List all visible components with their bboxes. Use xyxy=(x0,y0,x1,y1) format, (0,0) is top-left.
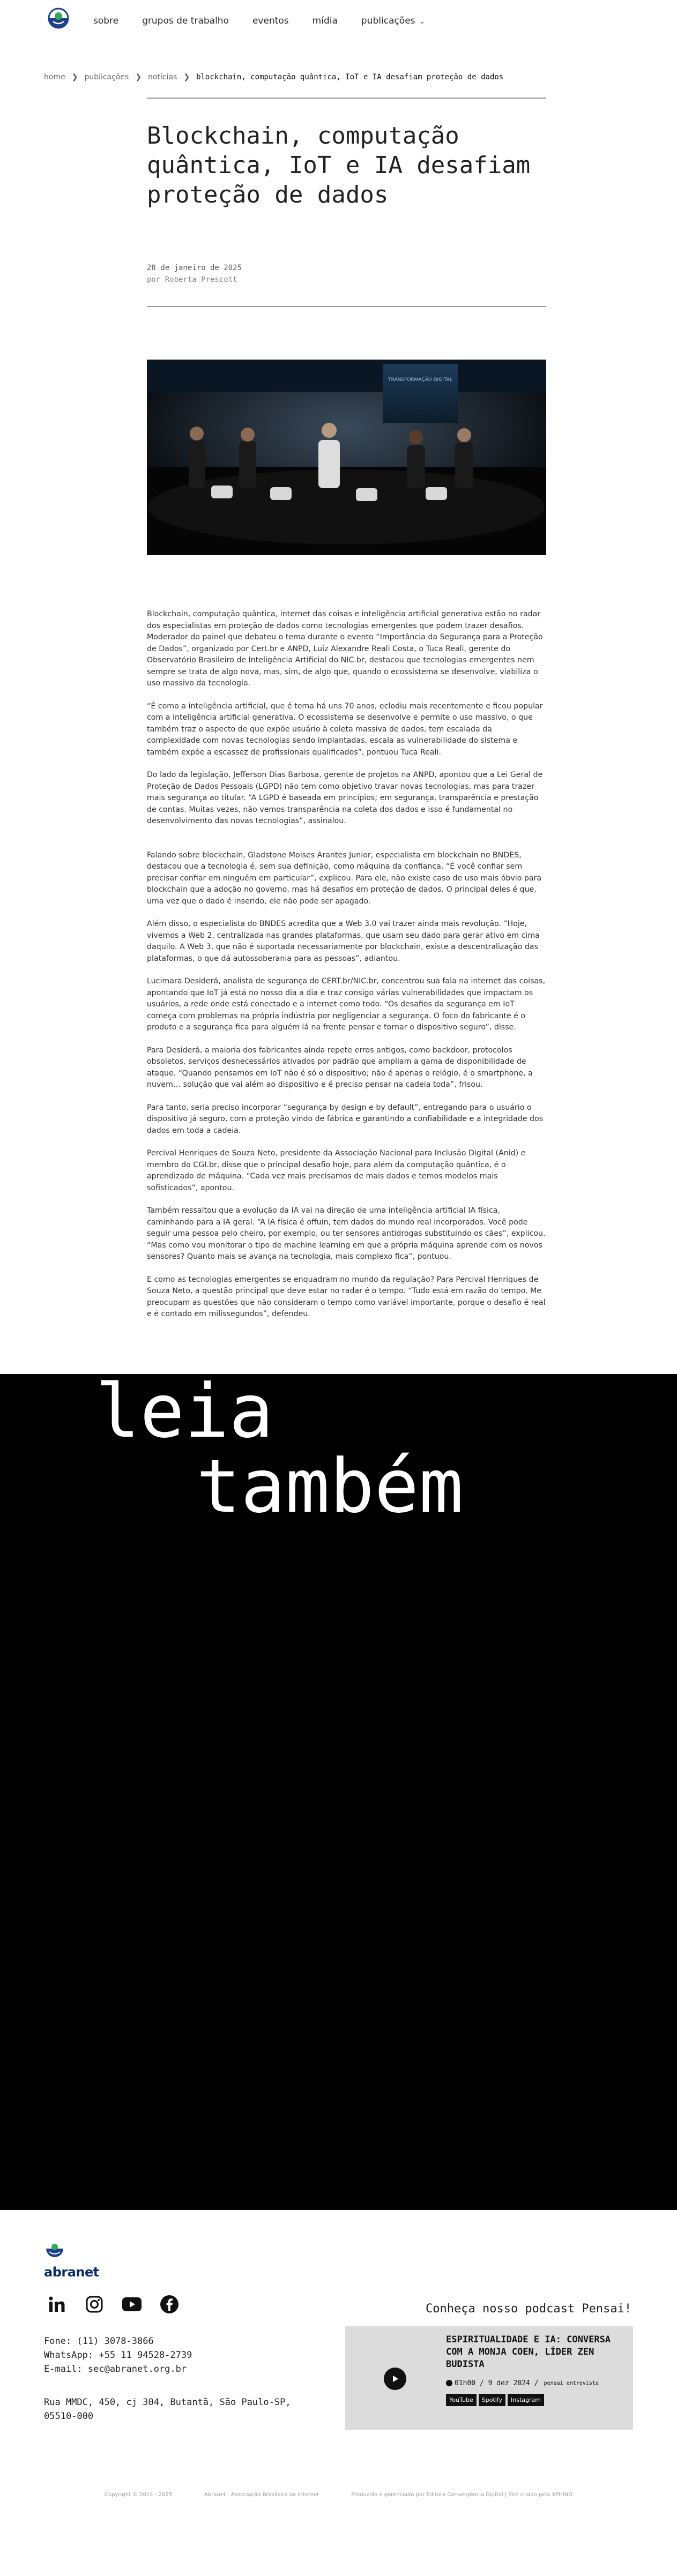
divider xyxy=(147,98,546,99)
abranet-logo-icon[interactable] xyxy=(44,6,73,35)
article-author: por Roberta Prescott xyxy=(147,275,237,284)
nav-item-midia[interactable]: mídia xyxy=(312,16,338,26)
article-paragraph: Do lado da legislação, Jefferson Dias Barbosa, gerente de projetos na ANPD, apontou que a Lei Geral de Proteção de Dados Pessoais (LGPD) não tem como objetivo travar novas tecnologias, mas para trazer mais segurança ao titular. “A LGPD é baseada em princípios; em segurança, transparência e prestação de contas. Muitas vezes, não vemos transparência na coleta dos dados e isso é fundamental no desenvolvimento das novas tecnologias”, assinalou. xyxy=(147,771,543,825)
panel-photo-illustration xyxy=(147,360,546,555)
article-body xyxy=(147,609,546,1320)
chevron-right-icon: ❯ xyxy=(135,73,142,81)
podcast-platforms xyxy=(446,2394,544,2406)
article-paragraph: Além disso, o especialista do BNDES acredita que a Web 3.0 vai trazer ainda mais revolução. “Hoje, vivemos a Web 2, centralizada nas grandes plataformas, que usam seu dado para gerar ativo em cima daquilo. A Web 3, que não é suportada necessariamente por blockchain, existe a descentralização das plataformas, o que dá autossoberania para as pessoas”, adiantou. xyxy=(147,920,540,963)
podcast-episode-title: ESPIRITUALIDADE E IA: CONVERSA COM A MONJA COEN, LÍDER ZEN BUDISTA xyxy=(446,2334,611,2370)
platform-youtube-button[interactable]: YouTube xyxy=(446,2394,477,2406)
article-photo xyxy=(147,360,546,555)
related-section xyxy=(0,1368,677,2210)
main-nav xyxy=(93,16,425,26)
facebook-icon[interactable] xyxy=(159,2294,180,2315)
breadcrumb-publicacoes[interactable]: publicações xyxy=(84,73,129,81)
nav-item-publicacoes-label: publicações xyxy=(361,16,415,26)
article-paragraph: Para Desiderá, a maioria dos fabricantes ainda repete erros antigos, como backdoor, protocolos obsoletos, serviços desnecessários ativados por padrão que ampliam a gama de disponibilidade de ataque. “Quando pensamos em IoT não é só o dispositivo; não é apenas o relógio, é o smartphone, a nuvem… solução que vai além ao dispositivo e é preciso pensar na cadeia toda”, frisou. xyxy=(147,1046,533,1089)
chevron-right-icon: ❯ xyxy=(183,73,190,81)
contact-info xyxy=(44,2334,291,2423)
youtube-icon[interactable] xyxy=(121,2294,143,2315)
credit-association: Abranet - Associação Brasileira de Internet xyxy=(204,2491,319,2498)
nav-item-eventos[interactable]: eventos xyxy=(252,16,289,26)
podcast-meta xyxy=(446,2379,599,2387)
footer-logo[interactable] xyxy=(44,2242,99,2280)
divider xyxy=(147,306,546,307)
related-heading-line1: leia xyxy=(95,1368,274,1454)
abranet-logo-icon xyxy=(44,2242,65,2260)
article-paragraph: Falando sobre blockchain, Gladstone Moises Arantes Junior, especialista em blockchain no BNDES, destacou que a tecnologia é, sem sua definição, como máquina da confiança. “É você confiar sem precisar confiar em ninguém em particular”, explicou. Para ele, não existe caso de uso mais óbvio para blockchain que a adoção no governo, mas há desafios em proteção de dados. O principal deles é que, uma vez que o dado é inserido, ele não pode ser apagado. xyxy=(147,850,542,906)
contact-address xyxy=(44,2395,291,2423)
contact-phone: Fone: (11) 3078-3866 xyxy=(44,2335,154,2347)
breadcrumb-noticias[interactable]: notícias xyxy=(148,73,177,81)
contact-address-line1: Rua MMDC, 450, cj 304, Butantã, São Paulo-SP, xyxy=(44,2396,291,2408)
article-paragraph: Também ressaltou que a evolução da IA vai na direção de uma inteligência artificial IA física, caminhando para a IA geral. “A IA física é offuin, tem dados do mundo real incorporados. Você pode seguir uma pessoa pelo cheiro, por exemplo, ou ter sensores antidrogas substituindo os cães”, explicou. “Mas como vou monitorar o tipo de machine learning em que a própria máquina aprende com os novos sensores? Quanto mais se avança na tecnologia, mais complexo fica”, pontuou. xyxy=(147,1206,546,1261)
breadcrumb xyxy=(0,73,677,81)
play-icon xyxy=(391,2375,399,2383)
chevron-down-icon: ⌄ xyxy=(419,18,425,25)
podcast-heading: Conheça nosso podcast Pensai! xyxy=(426,2302,632,2316)
page-title: Blockchain, computação quântica, IoT e IA desafiam proteção de dados xyxy=(147,122,531,208)
footer-credits xyxy=(0,2492,677,2498)
article-date: 28 de janeiro de 2025 xyxy=(147,264,242,272)
article-meta xyxy=(147,262,677,286)
contact-address-line2: 05510-000 xyxy=(44,2410,94,2422)
clock-icon xyxy=(446,2380,452,2386)
podcast-show-name: pensai entrevista xyxy=(544,2380,599,2386)
footer-logo-text: abranet xyxy=(44,2264,99,2280)
article-paragraph: “É como a inteligência artificial, que é tema há uns 70 anos, eclodiu mais recentemente e ficou popular com a inteligência artificial generativa. O ecossistema se desenvolve e permite o uso massivo, o que também traz o aspecto de que expõe usuário à coleta massiva de dados, tem escalada da complexidade com novas tecnologias sendo implantadas, escala as vulnerabilidade do sistema e também expõe a escassez de profissionais qualificados”, pontuou Tuca Reali. xyxy=(147,701,543,757)
instagram-icon[interactable] xyxy=(84,2294,105,2315)
social-links xyxy=(46,2294,180,2315)
play-button[interactable] xyxy=(384,2368,406,2390)
article-paragraph: Blockchain, computação quântica, internet das coisas e inteligência artificial generativa estão no radar dos especialistas em proteção de dados como tecnologias emergentes que podem trazer desafios. Moderador do painel que debateu o tema durante o evento “Importância da Segurança para a Proteção de Dados”, organizado por Cert.br e ANPD, Luiz Alexandre Reali Costa, o Tuca Reali, gerente do Observatório Brasileiro de Inteligência Artificial do NIC.br, destacou que tecnologias emergentes nem sempre se trata de algo nova, mas, sim, de algo que, quando o ecossistema se desenvolve, viabiliza o uso massivo da tecnologia. xyxy=(147,610,543,688)
site-header xyxy=(0,0,677,42)
photo-screen-text: TRANSFORMAÇÃO DIGITAL xyxy=(388,377,452,383)
nav-item-sobre[interactable]: sobre xyxy=(93,16,119,26)
linkedin-icon[interactable] xyxy=(46,2294,68,2315)
article-paragraph: Para tanto, seria preciso incorporar “segurança by design e by default”, entregando para o usuário o dispositivo já seguro, com a proteção vindo de fábrica e garantindo a confiabilidade e a integridade dos dados em toda a cadeia. xyxy=(147,1103,544,1135)
nav-item-grupos[interactable]: grupos de trabalho xyxy=(142,16,229,26)
article-paragraph: Percival Henriques de Souza Neto, presidente da Associação Nacional para Inclusão Digital (Anid) e membro do CGI.br, disse que o principal desafio hoje, para além da computação quântica, é o aprendizado de máquina. “Cada vez mais precisamos de mais dados e temos modelos mais sofisticados”, apontou. xyxy=(147,1149,526,1192)
article-paragraph: Lucimara Desiderá, analista de segurança do CERT.br/NIC.br, concentrou sua fala na internet das coisas, apontando que IoT já está no nosso dia a dia e traz consigo várias vulnerabilidades que impactam os usuários, a rede onde está conectado e a internet como todo. “Os desafios da segurança em IoT começa com problemas na própria indústria por negligenciar a segurança. O foco do fabricante é o produto e a segurança fica para alguém lá na frente pensar e tornar o dispositivo seguro”, disse. xyxy=(147,977,546,1032)
podcast-card[interactable] xyxy=(345,2326,633,2430)
credit-producer[interactable]: Produzido e gerenciado por Editora Convergência Digital | Site criado pela XPHIND xyxy=(351,2491,573,2498)
breadcrumb-current: blockchain, computação quântica, IoT e IA desafiam proteção de dados xyxy=(196,73,504,81)
platform-instagram-button[interactable]: Instagram xyxy=(508,2394,544,2406)
nav-item-publicacoes[interactable] xyxy=(361,16,425,26)
contact-whatsapp[interactable]: WhatsApp: +55 11 94528-2739 xyxy=(44,2349,192,2361)
article-paragraph: E como as tecnologias emergentes se enquadram no mundo da regulação? Para Percival Henriques de Souza Neto, a questão principal que deve estar no radar é o tempo. “Tudo está em razão do tempo. Me preocupam as questões que não consideram o tempo como variável importante, porque o desafio é real e é contado em milissegundos”, defendeu. xyxy=(147,1275,546,1318)
site-footer xyxy=(0,2210,677,2515)
breadcrumb-home[interactable]: home xyxy=(44,73,65,81)
credit-copyright: Copyright © 2014 - 2025 xyxy=(104,2491,173,2498)
contact-email[interactable]: E-mail: sec@abranet.org.br xyxy=(44,2363,187,2375)
podcast-duration-date: 01h00 / 9 dez 2024 / xyxy=(455,2379,539,2387)
platform-spotify-button[interactable]: Spotify xyxy=(479,2394,505,2406)
chevron-right-icon: ❯ xyxy=(71,73,78,81)
related-heading-line2: também xyxy=(196,1443,464,1529)
